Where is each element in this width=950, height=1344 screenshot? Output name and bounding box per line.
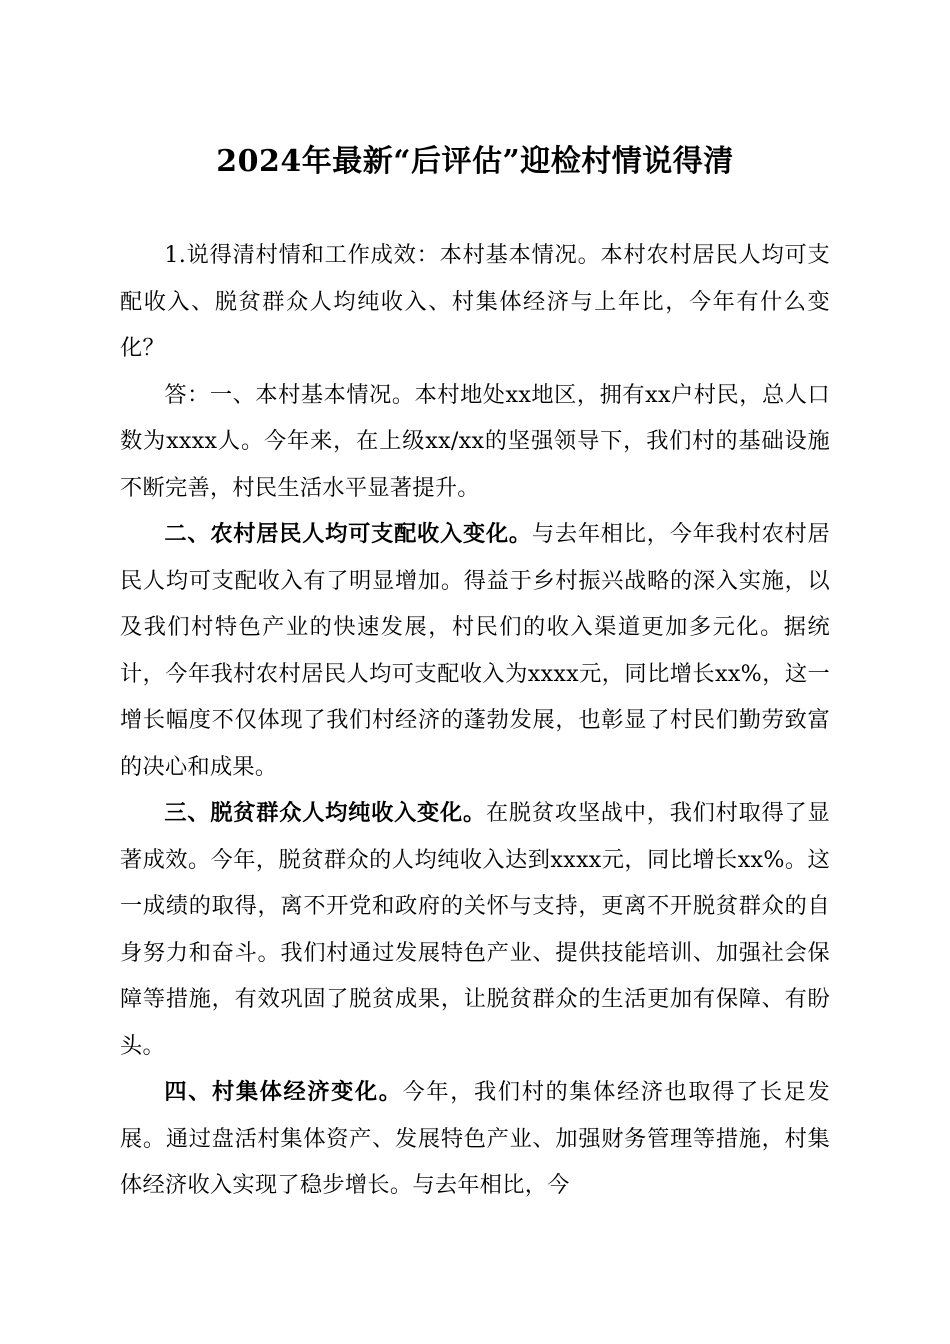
document-body [120, 232, 830, 1209]
document-title: 2024年最新“后评估”迎检村情说得清 [216, 144, 734, 179]
paragraph-2-text: 答：一、本村基本情况。本村地处xx地区，拥有xx户村民，总人口数为xxxx人。今年来，在上级xx/xx的坚强领导下，我们村的基础设施不断完善，村民生活水平显著提升。 [120, 381, 830, 501]
paragraph-3-text: 与去年相比，今年我村农村居民人均可支配收入有了明显增加。得益于乡村振兴战略的深入实施，以及我们村特色产业的快速发展，村民们的收入渠道更加多元化。据统计，今年我村农村居民人均可支配收入为xxxx元，同比增长xx%，这一增长幅度不仅体现了我们村经济的蓬勃发展，也彰显了村民们勤劳致富的决心和成果。 [120, 521, 830, 780]
paragraph-3 [120, 511, 830, 790]
document-page [120, 0, 830, 1209]
paragraph-1-text: 1.说得清村情和工作成效：本村基本情况。本村农村居民人均可支配收入、脱贫群众人均纯收入、村集体经济与上年比，今年有什么变化？ [120, 242, 830, 361]
paragraph-5 [120, 1069, 830, 1209]
paragraph-2 [120, 372, 830, 512]
paragraph-4-text: 在脱贫攻坚战中，我们村取得了显著成效。今年，脱贫群众的人均纯收入达到xxxx元，同比增长xx%。这一成绩的取得，离不开党和政府的关怀与支持，更离不开脱贫群众的自身努力和奋斗。我们村通过发展特色产业、提供技能培训、加强社会保障等措施，有效巩固了脱贫成果，让脱贫群众的生活更加有保障、有盼头。 [120, 800, 830, 1059]
paragraph-4 [120, 790, 830, 1069]
paragraph-1 [120, 232, 830, 372]
paragraph-5-text: 今年，我们村的集体经济也取得了长足发展。通过盘活村集体资产、发展特色产业、加强财务管理等措施，村集体经济收入实现了稳步增长。与去年相比，今 [120, 1079, 831, 1198]
paragraph-5-lead: 四、村集体经济变化。 [164, 1079, 403, 1105]
paragraph-3-lead: 二、农村居民人均可支配收入变化。 [164, 521, 532, 547]
paragraph-4-lead: 三、脱贫群众人均纯收入变化。 [164, 800, 486, 826]
